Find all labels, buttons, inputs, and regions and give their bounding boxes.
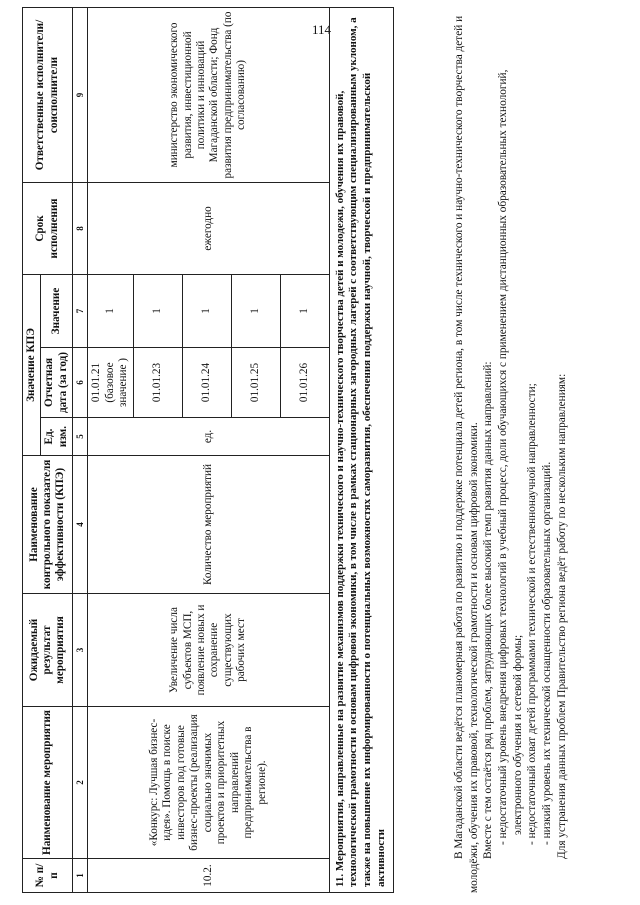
column-number: 9: [73, 7, 88, 182]
narrative-paragraph: В Магаданской области ведётся планомерная работа по развитию и поддержке потенциала детей региона, в том числе технического и научно-технического творчества детей и молодёжи, обучения их правовой, технологической грамотности и основам цифровой экономики.: [453, 15, 480, 893]
row-value: 1: [231, 274, 280, 347]
header-report-date: Отчетная дата (за год): [41, 348, 73, 418]
column-number-row: [73, 7, 88, 892]
column-number: 8: [73, 182, 88, 274]
table-row: [88, 7, 133, 892]
narrative-paragraph: Для устранения данных проблем Правительство региона ведёт работу по нескольким направлениям:: [555, 373, 568, 859]
kpi-table: [22, 7, 394, 893]
header-event-name: Наименование мероприятия: [23, 707, 73, 859]
row-value: 1: [280, 274, 329, 347]
column-number: 7: [73, 274, 88, 347]
section-heading: 11. Мероприятия, направленные на развитие механизмов поддержки технического и научно-технического творчества детей и молодежи, обучения их правовой, технологической грамотности и основам цифровой экономики, в том числе в рамках стационарных загородных лагерей с соответствующим специализированным уклоном, а также на повышение их информированности о потенциальных возможностях саморазвития, обеспечения поддержки научной, творческой и предпринимательской активности: [329, 7, 393, 892]
row-report-date: 01.01.26: [280, 348, 329, 418]
row-report-date: 01.01.25: [231, 348, 280, 418]
header-expected-result: Ожидаемый результат мероприятия: [23, 594, 73, 707]
column-number: 1: [73, 859, 88, 893]
row-num: 10.2.: [88, 859, 329, 893]
header-row: [23, 7, 41, 892]
narrative-paragraph: Вместе с тем остаётся ряд проблем, затрудняющих более высокий темп развития данных направлений:: [482, 361, 495, 859]
rotated-page-content: [10, 0, 630, 893]
narrative-text: [452, 15, 569, 893]
row-report-date: 01.01.24: [182, 348, 231, 418]
header-value: Значение: [41, 274, 73, 347]
row-value: 1: [133, 274, 182, 347]
row-indicator-name: Количество мероприятий: [88, 456, 329, 594]
section-row: [329, 7, 393, 892]
row-report-date: 01.01.23: [133, 348, 182, 418]
row-responsible: министерство экономического развития, инвестиционной политики и инноваций Магаданской области; Фонд развития предпринимательства (по согласованию): [88, 7, 329, 182]
row-value: 1: [182, 274, 231, 347]
column-number: 6: [73, 348, 88, 418]
row-expected-result: Увеличение числа субъектов МСП, появление новых и сохранение существующих рабочих мест: [88, 594, 329, 707]
problem-list: [496, 15, 555, 893]
column-number: 2: [73, 707, 88, 859]
column-number: 4: [73, 456, 88, 594]
row-event-name: «Конкурс: Лучшая бизнес-идея». Помощь в поиске инвесторов под готовые бизнес-проекты (реализация социально значимых проектов и приоритетных направлений предпринимательства в регионе).: [88, 707, 329, 859]
header-unit: Ед. изм.: [41, 418, 73, 456]
header-num: № п/п: [23, 859, 73, 893]
list-item: - недостаточный охват детей программами технической и естественнонаучной направленности;: [525, 15, 540, 893]
column-number: 3: [73, 594, 88, 707]
row-unit: ед.: [88, 418, 329, 456]
list-item: - низкий уровень их технической оснащенности образовательных организаций.: [540, 15, 555, 893]
page-number: 114: [312, 22, 332, 37]
row-deadline: ежегодно: [88, 182, 329, 274]
header-indicator-name: Наименование контрольного показателя эффективности (КПЭ): [23, 456, 73, 594]
header-kpi-value: Значение КПЭ: [23, 274, 41, 455]
header-responsible: Ответственные исполнители/ соисполнители: [23, 7, 73, 182]
row-report-date: 01.01.21 (базовое значение ): [88, 348, 133, 418]
header-deadline: Срок исполнения: [23, 182, 73, 274]
list-item: - недостаточный уровень внедрения цифровых технологий в учебный процесс, доли обучающихся с применением дистанционных образовательных технологий, электронного обучения и сетевой формы;: [496, 15, 525, 893]
row-value: 1: [88, 274, 133, 347]
column-number: 5: [73, 418, 88, 456]
